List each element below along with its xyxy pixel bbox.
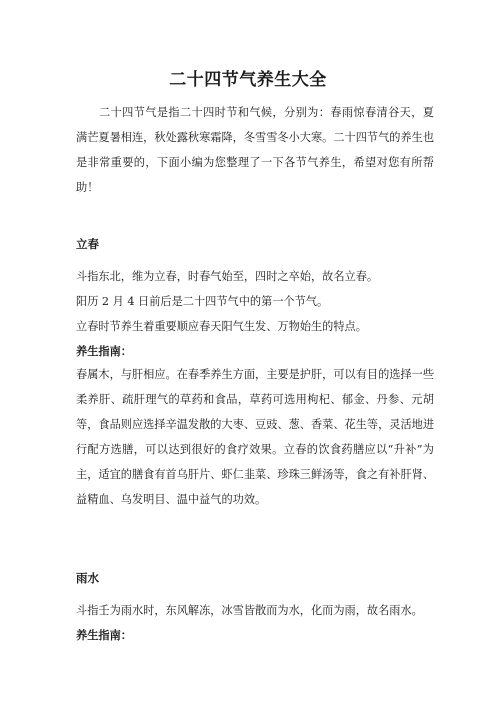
lichun-line-2: 阳历 2 月 4 日前后是二十四节气中的第一个节气。 (76, 295, 329, 308)
lichun-line-3: 立春时节养生着重要顺应春天阳气生发、万物始生的特点。 (76, 320, 367, 333)
yushui-guide-label: 养生指南： (76, 629, 132, 642)
section-heading-yushui: 雨水 (76, 571, 99, 585)
lichun-line-1: 斗指东北，维为立春，时春气始至，四时之卒始，故名立春。 (76, 270, 379, 283)
intro-paragraph: 二十四节气是指二十四时节和气候，分别为：春雨惊春清谷天，夏满芒夏暑相连，秋处露秋寒霜降，冬雪雪冬小大寒。二十四节气的养生也是非常重要的，下面小编为您整理了一下各节气养生，希望对您有所帮助！ (76, 106, 435, 194)
lichun-guide-label: 养生指南： (76, 345, 132, 358)
yushui-line-1: 斗指壬为雨水时，东风解冻，冰雪皆散而为水，化而为雨，故名雨水。 (76, 604, 423, 617)
lichun-guide-text: 春属木，与肝相应。在春季养生方面，主要是护肝，可以有目的选择一些柔养肝、疏肝理气的草药和食品，草药可选用枸杞、郁金、丹参、元胡等，食品则应选择辛温发散的大枣、豆豉、葱、香菜、花生等，灵活地进行配方选膳，可以达到很好的食疗效果。立春的饮食药膳应以“升补”为主，适宜的膳食有首乌肝片、虾仁韭菜、珍珠三鲜汤等，食之有补肝肾、益精血、乌发明目、温中益气的功效。 (76, 368, 435, 506)
section-heading-lichun: 立春 (76, 237, 99, 251)
document-title: 二十四节气养生大全 (169, 70, 327, 90)
